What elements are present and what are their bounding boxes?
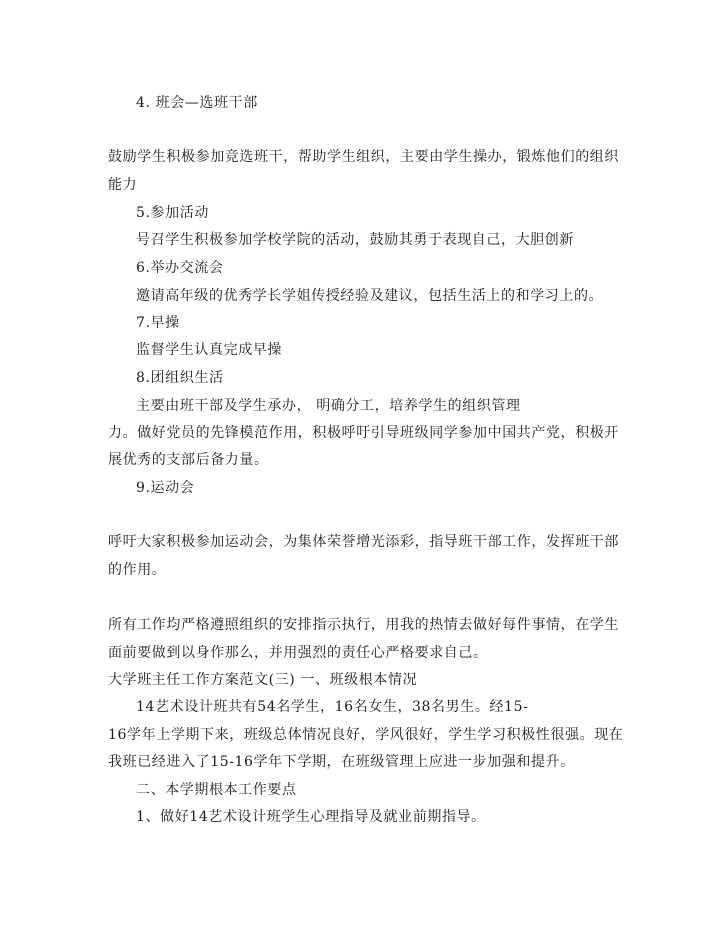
paragraph-line: 展优秀的支部后备力量。 [108, 452, 269, 468]
section-heading-exchange: 6.举办交流会 [136, 260, 224, 276]
paragraph-line: 16学年上学期下来，班级总体情况良好，学风很好，学生学习积极性很强。现在 [108, 727, 624, 743]
list-item: 1、做好14艺术设计班学生心理指导及就业前期指导。 [136, 809, 486, 825]
paragraph-line: 呼吁大家积极参加运动会，为集体荣誉增光添彩，指导班干部工作，发挥班干部 [108, 534, 619, 550]
paragraph-line: 邀请高年级的优秀学长学姐传授经验及建议，包括生活上的和学习上的。 [136, 288, 604, 304]
paragraph-line: 监督学生认真完成早操 [136, 342, 282, 358]
paragraph-line: 我班已经进入了15-16学年下学期，在班级管理上应进一步加强和提升。 [108, 754, 575, 770]
paragraph-line: 号召学生积极参加学校学院的活动，鼓励其勇于表现自己，大胆创新 [136, 232, 574, 248]
section-heading-morning-exercise: 7.早操 [136, 315, 180, 331]
paragraph-line: 鼓励学生积极参加竞选班干，帮助学生组织，主要由学生操办，锻炼他们的组织 [108, 149, 619, 165]
paragraph-line: 14艺术设计班共有54名学生，16名女生，38名男生。经15- [136, 699, 529, 715]
section-heading-sports-meet: 9.运动会 [136, 480, 195, 496]
article-title: 大学班主任工作方案范文(三) 一、班级根本情况 [108, 672, 418, 688]
paragraph-line: 力。做好党员的先锋模范作用，积极呼吁引导班级同学参加中国共产党，积极开 [108, 425, 619, 441]
section-heading-class-meeting: 4. 班会—选班干部 [136, 95, 258, 111]
section-heading-work-points: 二、本学期根本工作要点 [136, 782, 297, 798]
paragraph-line: 的作用。 [108, 562, 167, 578]
paragraph-line: 所有工作均严格遵照组织的安排指示执行，用我的热情去做好每件事情，在学生 [108, 617, 619, 633]
paragraph-line: 主要由班干部及学生承办， 明确分工，培养学生的组织管理 [136, 398, 521, 414]
paragraph-line: 能力 [108, 177, 138, 193]
section-heading-activities: 5.参加活动 [136, 205, 209, 221]
section-heading-league-life: 8.团组织生活 [136, 370, 224, 386]
paragraph-line: 面前要做到以身作那么，并用强烈的责任心严格要求自己。 [108, 645, 488, 661]
